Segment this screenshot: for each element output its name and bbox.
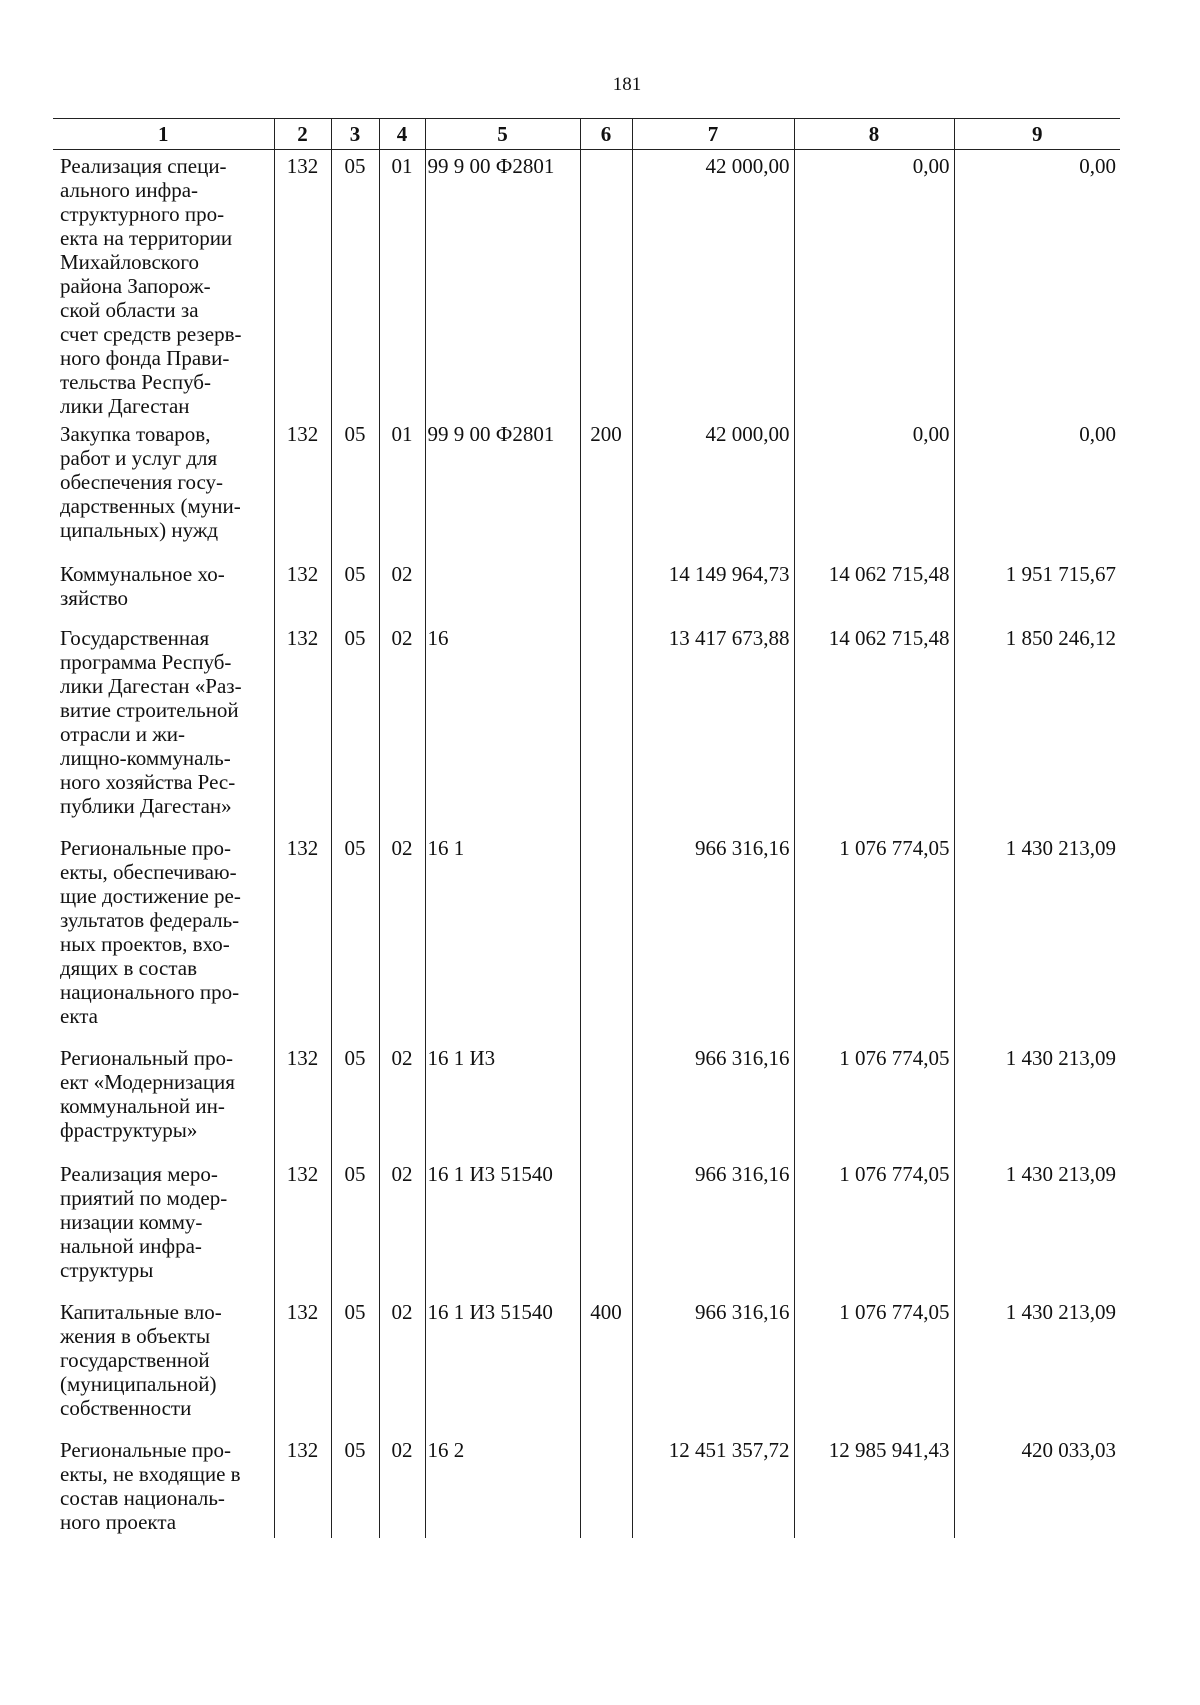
cell-col6 [580,1158,632,1296]
cell-col3: 05 [331,150,379,419]
cell-col7: 14 149 964,73 [632,558,794,622]
cell-col9: 1 430 213,09 [954,1296,1120,1434]
cell-col6 [580,150,632,419]
cell-col8: 0,00 [794,150,954,419]
cell-col7: 966 316,16 [632,1042,794,1158]
column-header: 1 [53,119,274,150]
cell-col5: 16 [425,622,580,832]
cell-col7: 12 451 357,72 [632,1434,794,1538]
cell-col6 [580,558,632,622]
cell-col8: 1 076 774,05 [794,832,954,1042]
cell-col2: 132 [274,832,331,1042]
column-header: 6 [580,119,632,150]
page-number: 181 [612,74,642,95]
column-header: 3 [331,119,379,150]
table-row [53,1434,1120,1538]
cell-col6 [580,832,632,1042]
column-header: 5 [425,119,580,150]
cell-col5: 99 9 00 Ф2801 [425,418,580,558]
cell-col2: 132 [274,1042,331,1158]
cell-col8: 1 076 774,05 [794,1158,954,1296]
cell-col7: 966 316,16 [632,832,794,1042]
cell-col6 [580,1042,632,1158]
cell-col2: 132 [274,150,331,419]
cell-col5: 16 1 И3 51540 [425,1296,580,1434]
cell-col2: 132 [274,1296,331,1434]
row-name: Государственная программа Респуб- лики Дагестан «Раз- витие строительной отрасли и жи- лищно-коммуналь- ного хозяйства Рес- публики Дагестан» [60,626,242,818]
cell-col8: 14 062 715,48 [794,558,954,622]
cell-col7: 42 000,00 [632,418,794,558]
cell-col2: 132 [274,418,331,558]
cell-col9: 1 430 213,09 [954,1042,1120,1158]
cell-col6: 400 [580,1296,632,1434]
budget-table [53,118,1120,1538]
table-row [53,1158,1120,1296]
cell-col6 [580,622,632,832]
cell-col8: 0,00 [794,418,954,558]
row-name: Реализация специ- ального инфра- структурного про- екта на территории Михайловского района Запорож- ской области за счет средств резерв- ного фонда Прави- тельства Респуб- лики Дагестан [60,154,242,418]
row-name: Региональные про- екты, обеспечиваю- щие достижение ре- зультатов федераль- ных проектов, вхо- дящих в состав национального про- екта [60,836,241,1028]
cell-col3: 05 [331,1434,379,1538]
column-header: 8 [794,119,954,150]
cell-col9: 1 951 715,67 [954,558,1120,622]
cell-col9: 0,00 [954,418,1120,558]
row-name: Закупка товаров, работ и услуг для обеспечения госу- дарственных (муни- ципальных) нужд [60,422,241,542]
row-name: Реализация меро- приятий по модер- низации комму- нальной инфра- структуры [60,1162,228,1282]
cell-col4: 02 [379,1158,425,1296]
cell-col4: 02 [379,622,425,832]
column-header: 2 [274,119,331,150]
cell-col9: 1 430 213,09 [954,832,1120,1042]
cell-col2: 132 [274,558,331,622]
cell-col3: 05 [331,832,379,1042]
cell-col3: 05 [331,418,379,558]
cell-col9: 1 850 246,12 [954,622,1120,832]
cell-col4: 02 [379,558,425,622]
cell-col6: 200 [580,418,632,558]
cell-col5: 99 9 00 Ф2801 [425,150,580,419]
cell-col3: 05 [331,1158,379,1296]
cell-col5: 16 1 И3 51540 [425,1158,580,1296]
cell-col3: 05 [331,622,379,832]
cell-col7: 13 417 673,88 [632,622,794,832]
cell-col4: 02 [379,1042,425,1158]
cell-col4: 02 [379,1434,425,1538]
table-row [53,150,1120,419]
cell-col7: 966 316,16 [632,1158,794,1296]
cell-col5 [425,558,580,622]
cell-col9: 0,00 [954,150,1120,419]
cell-col3: 05 [331,558,379,622]
row-name: Региональный про- ект «Модернизация коммунальной ин- фраструктуры» [60,1046,235,1142]
table-row [53,1042,1120,1158]
header-row [53,119,1120,150]
cell-col4: 02 [379,832,425,1042]
cell-col8: 12 985 941,43 [794,1434,954,1538]
table-row [53,558,1120,622]
row-name: Региональные про- екты, не входящие в состав националь- ного проекта [60,1438,241,1534]
cell-col7: 966 316,16 [632,1296,794,1434]
column-header: 9 [954,119,1120,150]
cell-col4: 01 [379,150,425,419]
cell-col5: 16 2 [425,1434,580,1538]
cell-col5: 16 1 [425,832,580,1042]
cell-col6 [580,1434,632,1538]
table-row [53,1296,1120,1434]
cell-col2: 132 [274,622,331,832]
row-name: Капитальные вло- жения в объекты государственной (муниципальной) собственности [60,1300,222,1420]
row-name: Коммунальное хо- зяйство [60,562,225,610]
table-row [53,832,1120,1042]
column-header: 7 [632,119,794,150]
table-row [53,622,1120,832]
cell-col8: 1 076 774,05 [794,1042,954,1158]
cell-col8: 1 076 774,05 [794,1296,954,1434]
cell-col4: 01 [379,418,425,558]
cell-col9: 1 430 213,09 [954,1158,1120,1296]
cell-col5: 16 1 И3 [425,1042,580,1158]
cell-col7: 42 000,00 [632,150,794,419]
column-header: 4 [379,119,425,150]
cell-col8: 14 062 715,48 [794,622,954,832]
cell-col9: 420 033,03 [954,1434,1120,1538]
table-row [53,418,1120,558]
cell-col3: 05 [331,1042,379,1158]
cell-col2: 132 [274,1434,331,1538]
cell-col3: 05 [331,1296,379,1434]
cell-col2: 132 [274,1158,331,1296]
cell-col4: 02 [379,1296,425,1434]
